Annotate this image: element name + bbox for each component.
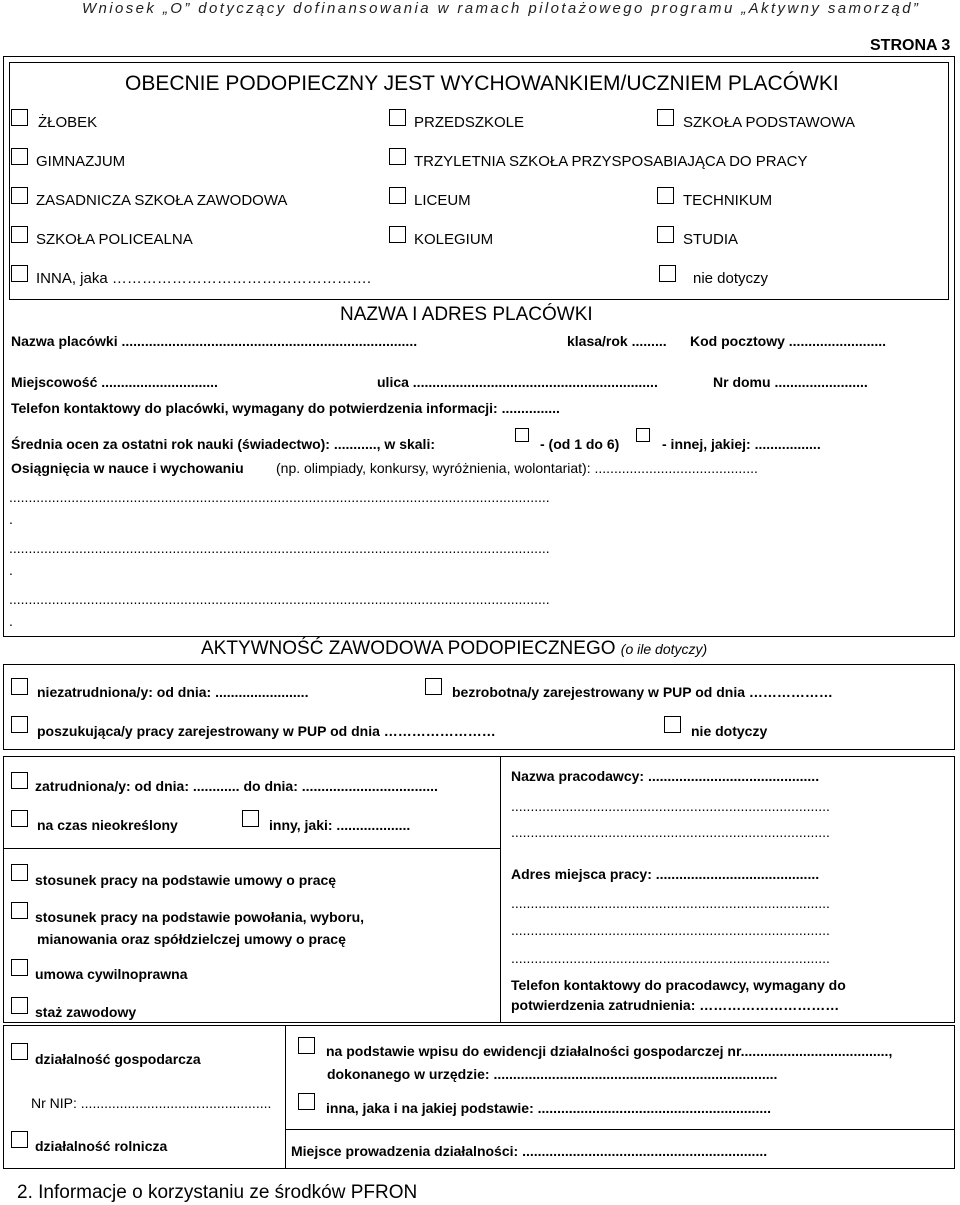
- checkbox-szkola-podstawowa[interactable]: [657, 109, 674, 126]
- field-klasa[interactable]: klasa/rok .........: [567, 333, 667, 349]
- label-technikum: TECHNIKUM: [683, 192, 773, 209]
- field-nr-domu[interactable]: Nr domu ........................: [713, 374, 868, 390]
- field-nip[interactable]: Nr NIP: .................................................: [31, 1095, 272, 1111]
- school-type-inner-box: [9, 62, 949, 300]
- checkbox-inna-podstawa[interactable]: [298, 1093, 315, 1110]
- checkbox-skala-1-6[interactable]: [515, 428, 529, 442]
- field-ulica[interactable]: ulica ...............................................................: [377, 374, 658, 390]
- employment-row-divider: [3, 848, 501, 849]
- label-liceum: LICEUM: [414, 192, 471, 209]
- checkbox-wpis-ewidencja[interactable]: [298, 1037, 315, 1054]
- dotted-line-1[interactable]: ...........................................................................................................................................: [9, 489, 550, 505]
- checkbox-kolegium[interactable]: [389, 226, 406, 243]
- dotted-line-2[interactable]: ...........................................................................................................................................: [9, 540, 550, 556]
- checkbox-dzialalnosc-gospodarcza[interactable]: [11, 1043, 28, 1060]
- page-label: STRONA 3: [870, 37, 951, 54]
- field-telefon-placowki[interactable]: Telefon kontaktowy do placówki, wymagany do potwierdzenia informacji: ...............: [11, 400, 560, 416]
- label-cywilnoprawna: umowa cywilnoprawna: [35, 966, 188, 982]
- field-srednia[interactable]: Średnia ocen za ostatni rok nauki (świadectwo): ..........., w skali:: [11, 436, 435, 452]
- business-row-divider: [285, 1129, 955, 1130]
- dotted-line-3-end: .: [9, 613, 13, 629]
- label-policealna: SZKOŁA POLICEALNA: [36, 231, 193, 248]
- work-title-text: AKTYWNOŚĆ ZAWODOWA PODOPIECZNEGO: [201, 638, 616, 659]
- checkbox-nie-dotyczy-work[interactable]: [664, 716, 681, 733]
- field-bezrobotna[interactable]: bezrobotna/y zarejestrowany w PUP od dnia ………………: [452, 684, 833, 700]
- label-szkola-podstawowa: SZKOŁA PODSTAWOWA: [683, 114, 855, 131]
- field-niezatrudniona[interactable]: niezatrudniona/y: od dnia: ........................: [37, 684, 309, 700]
- field-inny-czas[interactable]: inny, jaki: ...................: [269, 817, 411, 833]
- dotted-line-2-end: .: [9, 562, 13, 578]
- label-osiagniecia: Osiągnięcia w nauce i wychowaniu: [11, 460, 244, 476]
- field-pracodawca-line-3[interactable]: ..................................................................................: [511, 824, 830, 840]
- label-zasadnicza: ZASADNICZA SZKOŁA ZAWODOWA: [36, 192, 288, 209]
- checkbox-skala-inna[interactable]: [636, 428, 650, 442]
- label-zlobek: ŻŁOBEK: [38, 114, 98, 131]
- address-title: NAZWA I ADRES PLACÓWKI: [340, 304, 593, 325]
- dotted-line-1-end: .: [9, 511, 13, 527]
- label-przedszkole: PRZEDSZKOLE: [414, 114, 525, 131]
- field-adres-line-2[interactable]: ..................................................................................: [511, 895, 830, 911]
- field-pracodawca-line-2[interactable]: ..................................................................................: [511, 798, 830, 814]
- field-inna-podstawa[interactable]: inna, jaka i na jakiej podstawie: ............................................................: [326, 1100, 772, 1116]
- label-studia: STUDIA: [683, 231, 739, 248]
- checkbox-zlobek[interactable]: [11, 109, 28, 126]
- checkbox-studia[interactable]: [657, 226, 674, 243]
- employment-column-divider: [500, 756, 501, 1023]
- checkbox-poszukujaca[interactable]: [11, 716, 28, 733]
- field-adres-line-4[interactable]: ..................................................................................: [511, 950, 830, 966]
- label-umowa-o-prace: stosunek pracy na podstawie umowy o pracę: [35, 872, 337, 888]
- checkbox-gimnazjum[interactable]: [11, 148, 28, 165]
- field-pracodawca[interactable]: Nazwa pracodawcy: ............................................: [511, 768, 820, 784]
- field-miejsce-dzialalnosci[interactable]: Miejsce prowadzenia działalności: ...............................................................: [291, 1143, 768, 1159]
- label-inna: INNA, jaka …………………………………………….: [36, 270, 372, 287]
- checkbox-cywilnoprawna[interactable]: [11, 959, 28, 976]
- label-gimnazjum: GIMNAZJUM: [36, 153, 126, 170]
- label-dzialalnosc-gospodarcza: działalność gospodarcza: [35, 1051, 201, 1067]
- checkbox-zatrudniona[interactable]: [11, 772, 28, 789]
- checkbox-staz[interactable]: [11, 997, 28, 1014]
- label-nie-dotyczy-school: nie dotyczy: [693, 270, 769, 287]
- school-section-title: OBECNIE PODOPIECZNY JEST WYCHOWANKIEM/UCZNIEM PLACÓWKI: [125, 72, 839, 95]
- field-adres-pracy[interactable]: Adres miejsca pracy: ..........................................: [511, 866, 820, 882]
- checkbox-inna[interactable]: [11, 265, 28, 282]
- field-urzad[interactable]: dokonanego w urzędzie: .........................................................................: [327, 1066, 778, 1082]
- field-osiagniecia[interactable]: (np. olimpiady, konkursy, wyróżnienia, wolontariat): ..........................................: [276, 460, 758, 476]
- checkbox-nie-dotyczy-school[interactable]: [659, 265, 676, 282]
- label-trzyletnia: TRZYLETNIA SZKOŁA PRZYSPOSABIAJĄCA DO PRACY: [414, 153, 808, 170]
- field-skala-inna[interactable]: - innej, jakiej: .................: [662, 436, 821, 452]
- label-nieokreslony: na czas nieokreślony: [37, 817, 178, 833]
- checkbox-zasadnicza[interactable]: [11, 187, 28, 204]
- checkbox-dzialalnosc-rolnicza[interactable]: [11, 1131, 28, 1148]
- label-telefon-pracodawcy-1: Telefon kontaktowy do pracodawcy, wymagany do: [511, 977, 846, 993]
- checkbox-umowa-o-prace[interactable]: [11, 864, 28, 881]
- field-zatrudniona[interactable]: zatrudniona/y: od dnia: ............ do dnia: ...................................: [35, 778, 438, 794]
- checkbox-niezatrudniona[interactable]: [11, 678, 28, 695]
- checkbox-inny-czas[interactable]: [242, 810, 259, 827]
- field-poszukujaca[interactable]: poszukująca/y pracy zarejestrowany w PUP od dnia ……………………: [37, 723, 496, 739]
- business-column-divider: [285, 1025, 286, 1169]
- checkbox-trzyletnia[interactable]: [389, 148, 406, 165]
- checkbox-technikum[interactable]: [657, 187, 674, 204]
- dotted-line-3[interactable]: ...........................................................................................................................................: [9, 591, 550, 607]
- label-kolegium: KOLEGIUM: [414, 231, 494, 248]
- checkbox-przedszkole[interactable]: [389, 109, 406, 126]
- checkbox-liceum[interactable]: [389, 187, 406, 204]
- label-nie-dotyczy-work: nie dotyczy: [691, 723, 768, 739]
- work-title-note: (o ile dotyczy): [620, 641, 708, 657]
- running-header: Wniosek „O” dotyczący dofinansowania w ramach pilotażowego programu „Aktywny samorząd”: [82, 0, 921, 17]
- checkbox-powolanie[interactable]: [11, 902, 28, 919]
- checkbox-nieokreslony[interactable]: [11, 810, 28, 827]
- checkbox-policealna[interactable]: [11, 226, 28, 243]
- label-dzialalnosc-rolnicza: działalność rolnicza: [35, 1138, 168, 1154]
- label-powolanie-1: stosunek pracy na podstawie powołania, wyboru,: [35, 909, 365, 925]
- field-nazwa-placowki[interactable]: Nazwa placówki ............................................................................: [11, 333, 418, 349]
- label-staz: staż zawodowy: [35, 1004, 137, 1020]
- checkbox-bezrobotna[interactable]: [425, 678, 442, 695]
- field-telefon-pracodawcy[interactable]: potwierdzenia zatrudnienia: …………………………: [511, 997, 840, 1013]
- label-powolanie-2: mianowania oraz spółdzielczej umowy o pracę: [37, 931, 346, 947]
- field-wpis-ewidencja[interactable]: na podstawie wpisu do ewidencji działalności gospodarczej nr......................................,: [326, 1043, 893, 1059]
- field-adres-line-3[interactable]: ..................................................................................: [511, 922, 830, 938]
- field-miejscowosc[interactable]: Miejscowość ..............................: [11, 374, 218, 390]
- section-2-heading: 2. Informacje o korzystaniu ze środków PFRON: [17, 1182, 418, 1203]
- label-skala-1-6: - (od 1 do 6): [540, 436, 620, 452]
- field-kod-pocztowy[interactable]: Kod pocztowy .........................: [690, 333, 887, 349]
- work-section-title: [201, 638, 707, 660]
